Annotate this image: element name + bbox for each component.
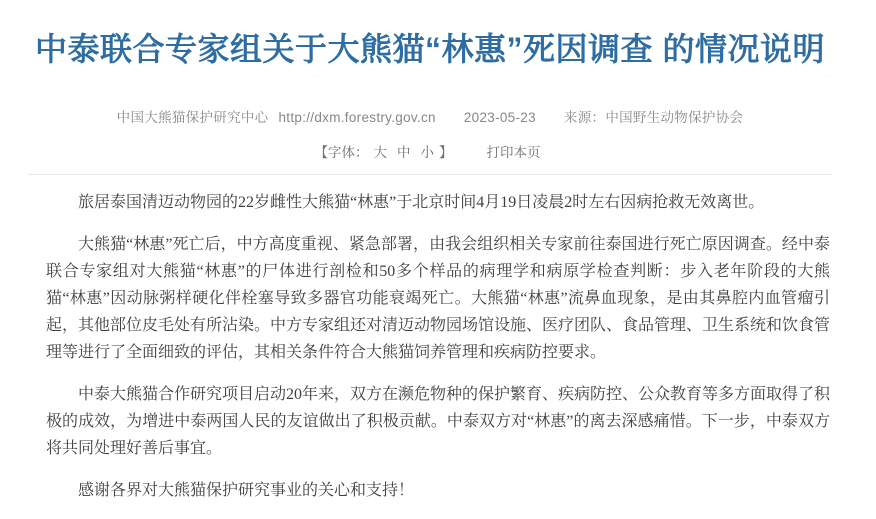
article-meta xyxy=(28,106,832,126)
source-name: 中国大熊猫保护研究中心 xyxy=(116,110,269,125)
print-page-button[interactable]: 打印本页 xyxy=(486,145,541,160)
publish-date: 2023-05-23 xyxy=(463,110,536,125)
font-toolbar-suffix: 】 xyxy=(439,145,453,160)
header-divider xyxy=(28,174,832,175)
font-size-small-button[interactable]: 小 xyxy=(420,145,434,160)
font-size-large-button[interactable]: 大 xyxy=(373,145,387,160)
origin-value: 中国野生动物保护协会 xyxy=(605,110,744,125)
paragraph-1: 旅居泰国清迈动物园的22岁雌性大熊猫“林惠”于北京时间4月19日凌晨2时左右因病抢救无效离世。 xyxy=(78,194,765,211)
page-title: 中泰联合专家组关于大熊猫“林惠”死因调查 的情况说明 xyxy=(35,31,825,67)
font-size-medium-button[interactable]: 中 xyxy=(397,145,411,160)
paragraph-2: 大熊猫“林惠”死亡后，中方高度重视、紧急部署，由我会组织相关专家前往泰国进行死亡原因调查。经中泰联合专家组对大熊猫“林惠”的尸体进行剖检和50多个样品的病理学和病原学检查判断：步入老年阶段的大熊猫“林惠”因动脉粥样硬化伴栓塞导致多器官功能衰竭死亡。大熊猫“林惠”流鼻血现象，是由其鼻腔内血管瘤引起，其他部位皮毛处有所沾染。中方专家组还对清迈动物园场馆设施、医疗团队、食品管理、卫生系统和饮食管理等进行了全面细致的评估，其相关条件符合大熊猫饲养管理和疾病防控要求。 xyxy=(46,236,831,361)
article-body xyxy=(28,189,832,504)
font-toolbar xyxy=(28,141,832,161)
origin-label: 来源： xyxy=(563,110,606,125)
source-url-link[interactable]: http://dxm.forestry.gov.cn xyxy=(278,110,436,125)
font-toolbar-prefix: 【字体： xyxy=(314,145,369,160)
paragraph-3: 中泰大熊猫合作研究项目启动20年来，双方在濒危物种的保护繁育、疾病防控、公众教育等多方面取得了积极的成效，为增进中泰两国人民的友谊做出了积极贡献。中泰双方对“林惠”的离去深感痛惜。下一步，中泰双方将共同处理好善后事宜。 xyxy=(46,386,831,457)
paragraph-4: 感谢各界对大熊猫保护研究事业的关心和支持！ xyxy=(78,482,415,499)
